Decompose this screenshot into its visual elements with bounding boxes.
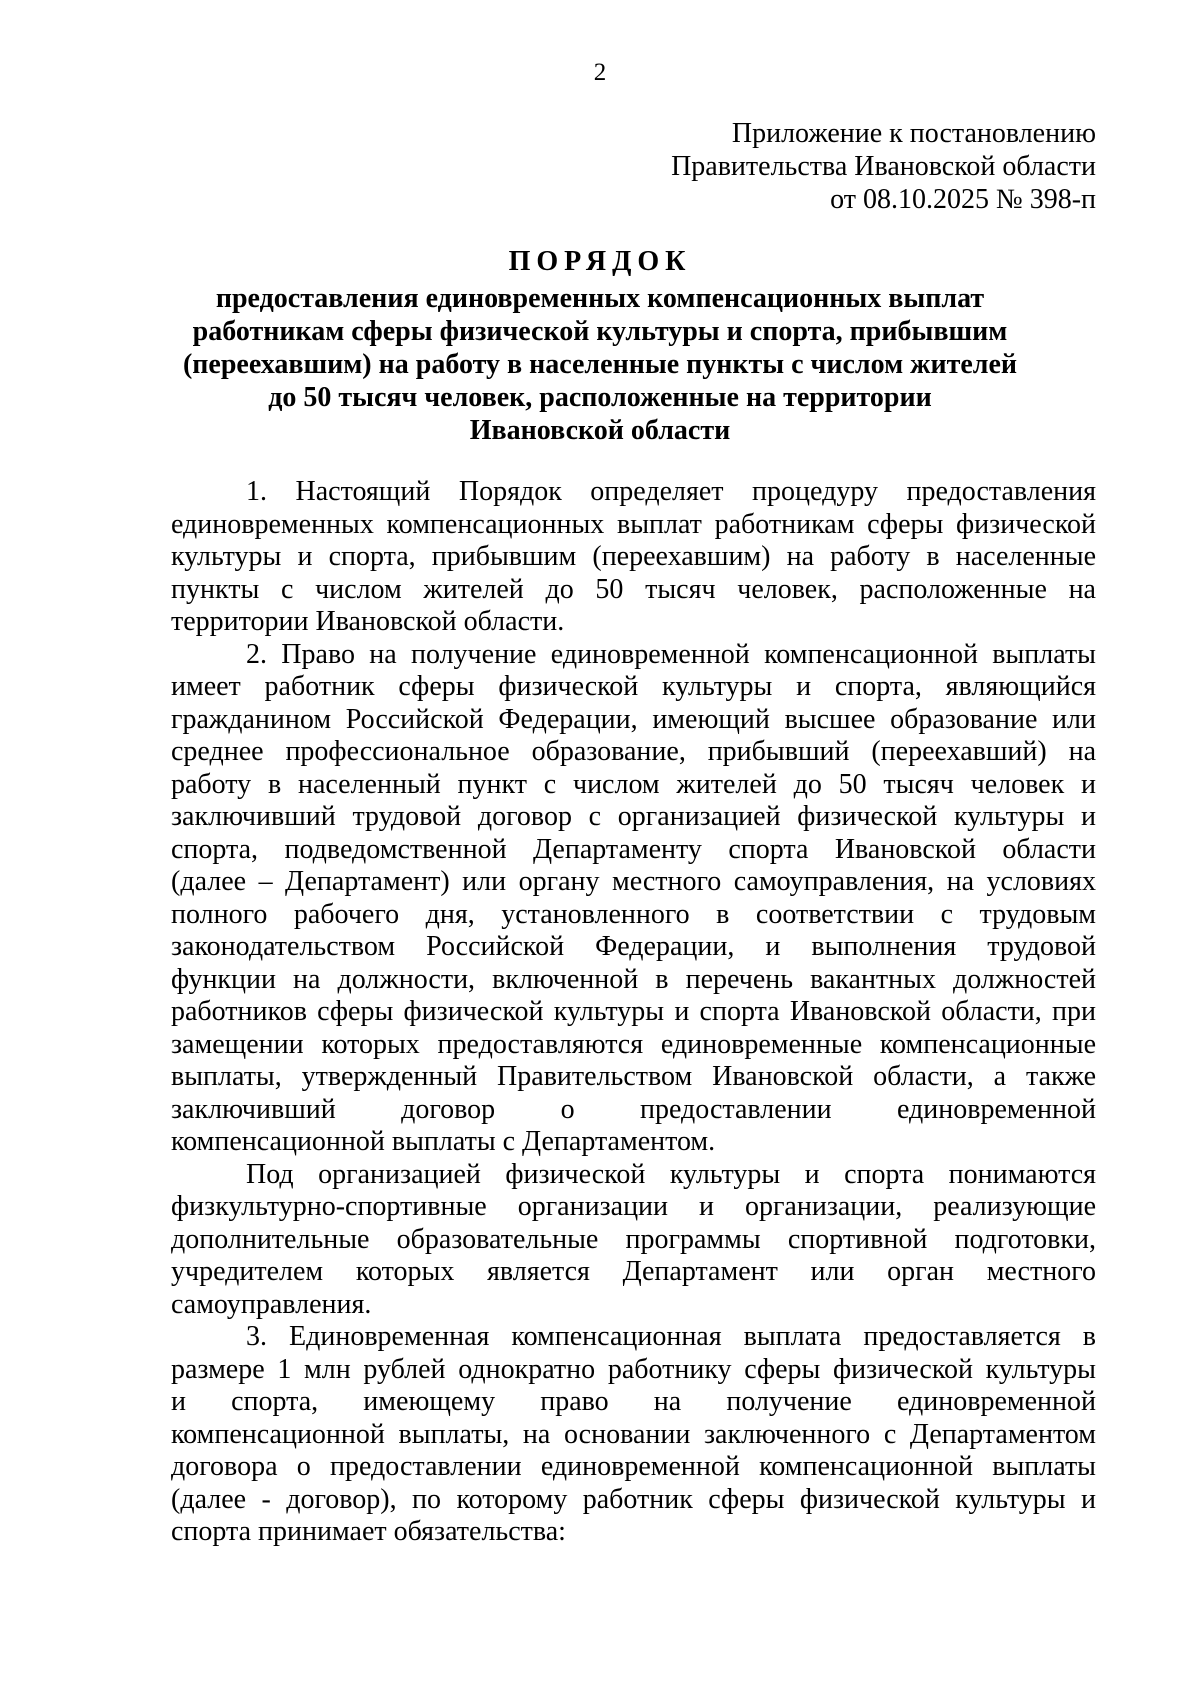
- paragraph-line: договора о предоставлении единовременной компенсационной выплаты: [171, 1451, 1096, 1482]
- paragraph-line: Под организацией физической культуры и спорта понимаются: [246, 1158, 1096, 1190]
- paragraph-line: заключивший трудовой договор с организацией физической культуры и: [171, 801, 1096, 832]
- paragraph-line: и спорта, имеющему право на получение единовременной: [171, 1386, 1096, 1417]
- paragraph-line: учредителем которых является Департамент или орган местного: [171, 1256, 1096, 1287]
- appendix-line: от 08.10.2025 № 398-п: [830, 184, 1096, 215]
- paragraph-line: законодательством Российской Федерации, и выполнения трудовой: [171, 931, 1096, 962]
- paragraph-line: имеет работник сферы физической культуры и спорта, являющийся: [171, 671, 1096, 702]
- subtitle-line: работникам сферы физической культуры и спорта, прибывшим: [192, 316, 1008, 347]
- paragraph-line: дополнительные образовательные программы спортивной подготовки,: [171, 1223, 1096, 1255]
- paragraph: [171, 1159, 1096, 1322]
- paragraph-line: работу в населенный пункт с числом жителей до 50 тысяч человек и: [171, 768, 1096, 800]
- subtitle-line: предоставления единовременных компенсационных выплат: [215, 283, 985, 314]
- paragraph-line: 1. Настоящий Порядок определяет процедуру предоставления: [246, 476, 1096, 507]
- paragraph-line: среднее профессиональное образование, прибывший (переехавший) на: [171, 736, 1096, 767]
- subtitle-line: (переехавшим) на работу в населенные пункты с числом жителей: [182, 349, 1018, 380]
- paragraph-line: полного рабочего дня, установленного в соответствии с трудовым: [171, 898, 1096, 930]
- appendix-line: Правительства Ивановской области: [671, 151, 1096, 182]
- paragraph-line: выплаты, утвержденный Правительством Ивановской области, а также: [171, 1061, 1096, 1092]
- paragraph-line: размере 1 млн рублей однократно работнику сферы физической культуры: [171, 1353, 1096, 1385]
- paragraph-line: функции на должности, включенной в перечень вакантных должностей: [171, 963, 1096, 995]
- paragraph-line: работников сферы физической культуры и спорта Ивановской области, при: [171, 996, 1096, 1027]
- paragraph-line: 3. Единовременная компенсационная выплата предоставляется в: [246, 1321, 1096, 1352]
- paragraph-line: самоуправления.: [171, 1288, 372, 1320]
- paragraph: [171, 476, 1096, 639]
- paragraph-line: спорта принимает обязательства:: [171, 1516, 566, 1547]
- paragraph: [171, 639, 1096, 1159]
- paragraph-line: физкультурно-спортивные организации и организации, реализующие: [171, 1191, 1096, 1222]
- paragraph-line: территории Ивановской области.: [171, 606, 565, 637]
- appendix-line: Приложение к постановлению: [731, 118, 1096, 149]
- paragraph-line: спорта, подведомственной Департаменту спорта Ивановской области: [171, 833, 1096, 865]
- paragraph-line: замещении которых предоставляются единовременные компенсационные: [171, 1028, 1096, 1060]
- paragraph-line: гражданином Российской Федерации, имеющий высшее образование или: [171, 703, 1096, 735]
- paragraph-line: заключивший договор о предоставлении единовременной: [171, 1093, 1096, 1125]
- paragraph-line: 2. Право на получение единовременной компенсационной выплаты: [246, 638, 1096, 670]
- paragraph-line: компенсационной выплаты с Департаментом.: [171, 1126, 716, 1157]
- paragraph-line: культуры и спорта, прибывшим (переехавшим) на работу в населенные: [171, 541, 1096, 572]
- appendix-header: [671, 117, 1096, 216]
- document-title: ПОРЯДОК: [508, 246, 692, 277]
- document-body: [171, 476, 1096, 1549]
- subtitle-line: Ивановской области: [469, 415, 731, 446]
- paragraph-line: пункты с числом жителей до 50 тысяч человек, расположенные на: [171, 573, 1096, 605]
- paragraph-line: единовременных компенсационных выплат работникам сферы физической: [171, 508, 1096, 540]
- paragraph-line: (далее – Департамент) или органу местного самоуправления, на условиях: [171, 866, 1096, 897]
- subtitle-line: до 50 тысяч человек, расположенные на территории: [268, 382, 932, 413]
- paragraph-line: (далее - договор), по которому работник сферы физической культуры и: [171, 1483, 1096, 1515]
- paragraph-line: компенсационной выплаты, на основании заключенного с Департаментом: [171, 1418, 1096, 1450]
- document-subtitle: [0, 282, 1200, 447]
- page-number: 2: [593, 59, 607, 86]
- paragraph: [171, 1321, 1096, 1549]
